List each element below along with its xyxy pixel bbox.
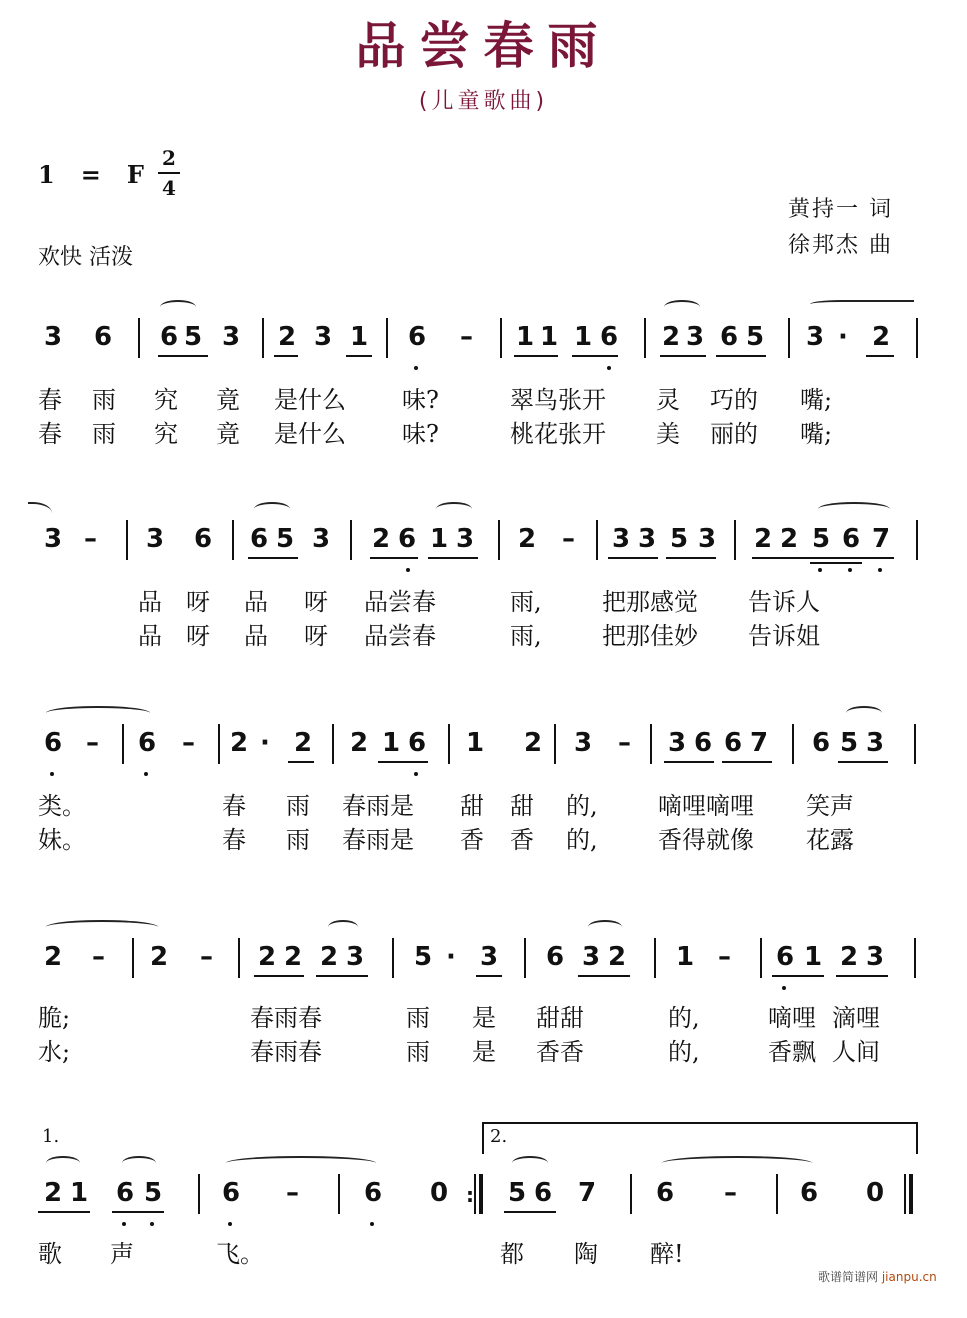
lyric: 品 <box>138 588 162 616</box>
lyric: 的, <box>668 1038 700 1066</box>
lyric: 丽的 <box>710 420 758 448</box>
barline <box>630 1174 632 1214</box>
lyric: 陶 <box>574 1240 598 1268</box>
tempo-marking: 欢快 活泼 <box>38 245 133 270</box>
lyric: 把那佳妙 <box>602 622 698 650</box>
note: 6 <box>160 322 179 352</box>
lyric: 竟 <box>216 386 240 414</box>
note: 3 <box>574 728 593 758</box>
song-subtitle: (儿童歌曲) <box>418 89 549 114</box>
underline-beam <box>370 557 418 559</box>
lyric: 美 <box>656 420 680 448</box>
note: 6 <box>656 1178 675 1208</box>
barline <box>914 938 916 978</box>
underline-beam-double <box>810 562 862 564</box>
note: 6 <box>222 1178 241 1208</box>
lyric: 甜 <box>510 792 534 820</box>
tie <box>226 1156 376 1170</box>
note: 2 <box>608 942 627 972</box>
lyric: 雨 <box>92 420 116 448</box>
note: 3 <box>44 524 63 554</box>
barline <box>792 724 794 764</box>
lyric: 春雨是 <box>342 792 414 820</box>
note: 7 <box>578 1178 597 1208</box>
underline-beam <box>504 1211 556 1213</box>
underline-beam <box>514 355 558 357</box>
note: 1 <box>350 322 369 352</box>
note: 2 <box>294 728 313 758</box>
note: 6 <box>408 728 427 758</box>
repeat-barline-thick <box>479 1174 483 1214</box>
note: 6 <box>364 1178 383 1208</box>
note: 2 <box>872 322 891 352</box>
note: 3 <box>866 728 885 758</box>
low-octave-dot <box>782 986 786 990</box>
dot-extension: · <box>446 942 456 972</box>
note: 3 <box>612 524 631 554</box>
slur <box>588 920 622 934</box>
barline <box>734 520 736 560</box>
watermark-site-name: 歌谱简谱网 <box>818 1270 879 1284</box>
time-divider <box>158 172 180 174</box>
lyric: 花露 <box>806 826 854 854</box>
low-octave-dot <box>150 1222 154 1226</box>
note: 3 <box>146 524 165 554</box>
note: 3 <box>686 322 705 352</box>
note: 1 <box>574 322 593 352</box>
key-equals: = <box>80 160 101 189</box>
lyric: 春雨春 <box>250 1004 322 1032</box>
note: 6 <box>694 728 713 758</box>
lyric: 春雨春 <box>250 1038 322 1066</box>
lyric: 都 <box>500 1240 524 1268</box>
lyric: 雨 <box>286 826 310 854</box>
rest: 0 <box>430 1178 449 1208</box>
barline <box>338 1174 340 1214</box>
underline-beam <box>660 355 706 357</box>
note: 2 <box>780 524 799 554</box>
barline <box>132 938 134 978</box>
note: 2 <box>230 728 249 758</box>
underline-beam <box>158 355 208 357</box>
barline <box>914 724 916 764</box>
underline-beam <box>716 355 766 357</box>
final-barline-thick <box>909 1174 913 1214</box>
barline <box>122 724 124 764</box>
lyric: 品尝春 <box>364 622 436 650</box>
underline-beam <box>752 557 894 559</box>
note: 2 <box>372 524 391 554</box>
note: 6 <box>776 942 795 972</box>
barline <box>644 318 646 358</box>
lyric: 脆; <box>38 1004 71 1032</box>
lyric: 究 <box>154 420 178 448</box>
note: 2 <box>284 942 303 972</box>
slur <box>512 1156 548 1170</box>
first-ending-label: 1. <box>42 1126 60 1147</box>
note: 2 <box>518 524 537 554</box>
underline-beam <box>772 975 824 977</box>
underline-beam <box>838 761 888 763</box>
dash: – <box>460 322 473 352</box>
lyric: 呀 <box>304 622 328 650</box>
lyric: 雨, <box>510 622 542 650</box>
note: 5 <box>508 1178 527 1208</box>
note: 6 <box>116 1178 135 1208</box>
note: 3 <box>480 942 499 972</box>
slur <box>328 920 358 934</box>
tie <box>662 1156 812 1170</box>
note: 6 <box>408 322 427 352</box>
note: 2 <box>150 942 169 972</box>
barline <box>332 724 334 764</box>
lyric: 香飘 <box>768 1038 816 1066</box>
note: 2 <box>320 942 339 972</box>
barline <box>386 318 388 358</box>
note: 6 <box>534 1178 553 1208</box>
dash: – <box>84 524 97 554</box>
low-octave-dot <box>144 772 148 776</box>
underline-beam <box>428 557 478 559</box>
barline <box>916 520 918 560</box>
lyric: 告诉姐 <box>748 622 820 650</box>
lyric: 妹。 <box>38 826 86 854</box>
note: 3 <box>314 322 333 352</box>
lyric: 翠鸟张开 <box>510 386 606 414</box>
lyric: 人间 <box>832 1038 880 1066</box>
lyric: 甜 <box>460 792 484 820</box>
note: 6 <box>724 728 743 758</box>
note: 2 <box>524 728 543 758</box>
lyric: 香得就像 <box>658 826 754 854</box>
underline-beam <box>836 975 888 977</box>
note: 1 <box>804 942 823 972</box>
underline-beam <box>664 761 714 763</box>
note: 5 <box>184 322 203 352</box>
note: 2 <box>258 942 277 972</box>
lyric: 告诉人 <box>748 588 820 616</box>
lyric: 春 <box>222 826 246 854</box>
barline <box>262 318 264 358</box>
lyric: 声 <box>110 1240 134 1268</box>
slur <box>160 300 196 314</box>
note: 3 <box>806 322 825 352</box>
underline-beam <box>572 355 618 357</box>
lyric: 把那感觉 <box>602 588 698 616</box>
barline <box>448 724 450 764</box>
note: 6 <box>842 524 861 554</box>
lyric: 是什么 <box>274 420 346 448</box>
tie <box>810 300 914 314</box>
lyric: 呀 <box>186 588 210 616</box>
note: 2 <box>44 1178 63 1208</box>
dot-extension: · <box>260 728 270 758</box>
lyric: 品 <box>244 622 268 650</box>
slur <box>254 502 290 516</box>
lyric: 雨 <box>92 386 116 414</box>
lyric: 桃花张开 <box>510 420 606 448</box>
note: 3 <box>866 942 885 972</box>
second-ending-label: 2. <box>490 1126 508 1147</box>
lyric: 春 <box>38 386 62 414</box>
dash: – <box>718 942 731 972</box>
note: 5 <box>414 942 433 972</box>
underline-beam <box>248 557 298 559</box>
lyric: 笑声 <box>806 792 854 820</box>
final-barline-thin <box>904 1174 906 1214</box>
low-octave-dot <box>818 568 822 572</box>
lyric: 呀 <box>304 588 328 616</box>
slur <box>46 1156 80 1170</box>
barline <box>654 938 656 978</box>
note: 3 <box>698 524 717 554</box>
barline <box>788 318 790 358</box>
lyric: 雨 <box>406 1038 430 1066</box>
lyric: 竟 <box>216 420 240 448</box>
dash: – <box>562 524 575 554</box>
underline-beam <box>866 355 894 357</box>
lyric: 香香 <box>536 1038 584 1066</box>
note: 6 <box>546 942 565 972</box>
dash: – <box>200 942 213 972</box>
lyric: 的, <box>566 826 598 854</box>
low-octave-dot <box>228 1222 232 1226</box>
note: 1 <box>430 524 449 554</box>
underline-beam <box>346 355 372 357</box>
slur <box>846 706 882 720</box>
time-signature <box>158 148 180 198</box>
note: 6 <box>812 728 831 758</box>
lyric: 巧的 <box>710 386 758 414</box>
note: 2 <box>840 942 859 972</box>
dash: – <box>286 1178 299 1208</box>
barline <box>760 938 762 978</box>
low-octave-dot <box>607 366 611 370</box>
lyric: 灵 <box>656 386 680 414</box>
time-top: 2 <box>162 146 176 170</box>
underline-beam <box>274 355 298 357</box>
note: 5 <box>276 524 295 554</box>
lyric: 水; <box>38 1038 71 1066</box>
barline <box>650 724 652 764</box>
lyric: 醉! <box>650 1240 684 1268</box>
dash: – <box>182 728 195 758</box>
dash: – <box>86 728 99 758</box>
note: 1 <box>540 322 559 352</box>
low-octave-dot <box>406 568 410 572</box>
low-octave-dot <box>414 366 418 370</box>
lyric: 雨, <box>510 588 542 616</box>
lyric: 春 <box>222 792 246 820</box>
note: 3 <box>346 942 365 972</box>
lyric: 是 <box>472 1004 496 1032</box>
lyric: 品 <box>138 622 162 650</box>
lyric: 味? <box>402 420 439 448</box>
lyric: 嘀哩嘀哩 <box>658 792 754 820</box>
slur <box>818 502 890 516</box>
note: 3 <box>582 942 601 972</box>
barline <box>350 520 352 560</box>
repeat-dots: : <box>466 1183 474 1207</box>
dash: – <box>92 942 105 972</box>
barline <box>138 318 140 358</box>
lyric: 类。 <box>38 792 86 820</box>
note: 3 <box>638 524 657 554</box>
note: 3 <box>44 322 63 352</box>
note: 1 <box>70 1178 89 1208</box>
note: 6 <box>600 322 619 352</box>
note: 3 <box>668 728 687 758</box>
lyric: 香 <box>510 826 534 854</box>
barline <box>524 938 526 978</box>
note: 6 <box>398 524 417 554</box>
note: 5 <box>840 728 859 758</box>
lyric: 嘴; <box>800 386 833 414</box>
slur <box>122 1156 156 1170</box>
note: 6 <box>250 524 269 554</box>
rest: 0 <box>866 1178 885 1208</box>
dot-extension: · <box>838 322 848 352</box>
note: 5 <box>670 524 689 554</box>
note: 7 <box>872 524 891 554</box>
lyricist-credit: 黄持一 词 <box>788 197 893 222</box>
underline-beam <box>288 761 314 763</box>
score-row-4 <box>0 942 967 1082</box>
key-signature <box>38 160 170 189</box>
note: 7 <box>750 728 769 758</box>
note: 5 <box>746 322 765 352</box>
dash: – <box>724 1178 737 1208</box>
lyric: 春 <box>38 420 62 448</box>
underline-beam <box>578 975 630 977</box>
note: 5 <box>144 1178 163 1208</box>
score-row-3 <box>0 728 967 868</box>
low-octave-dot <box>414 772 418 776</box>
tie <box>28 502 52 516</box>
lyric: 品尝春 <box>364 588 436 616</box>
key-letter: F <box>126 160 144 189</box>
lyric: 春雨是 <box>342 826 414 854</box>
underline-beam <box>666 557 716 559</box>
lyric: 是 <box>472 1038 496 1066</box>
note: 2 <box>44 942 63 972</box>
barline <box>232 520 234 560</box>
barline <box>126 520 128 560</box>
lyric: 歌 <box>38 1240 62 1268</box>
note: 1 <box>382 728 401 758</box>
lyric: 味? <box>402 386 439 414</box>
lyric: 雨 <box>406 1004 430 1032</box>
note: 2 <box>350 728 369 758</box>
barline <box>596 520 598 560</box>
underline-beam <box>722 761 772 763</box>
slur <box>664 300 700 314</box>
barline <box>916 318 918 358</box>
score-row-1 <box>0 322 967 462</box>
note: 1 <box>466 728 485 758</box>
watermark-url: jianpu.cn <box>881 1270 937 1284</box>
note: 5 <box>812 524 831 554</box>
underline-beam <box>608 557 658 559</box>
low-octave-dot <box>370 1222 374 1226</box>
underline-beam <box>378 761 428 763</box>
note: 3 <box>456 524 475 554</box>
dash: – <box>618 728 631 758</box>
lyric: 的, <box>668 1004 700 1032</box>
watermark <box>818 1268 937 1285</box>
underline-beam <box>254 975 304 977</box>
note: 6 <box>800 1178 819 1208</box>
lyric: 甜甜 <box>536 1004 584 1032</box>
note: 3 <box>312 524 331 554</box>
underline-beam <box>316 975 368 977</box>
lyric: 是什么 <box>274 386 346 414</box>
underline-beam <box>112 1211 164 1213</box>
barline <box>554 724 556 764</box>
second-ending-bracket <box>482 1122 918 1154</box>
barline <box>498 520 500 560</box>
lyric: 雨 <box>286 792 310 820</box>
barline <box>500 318 502 358</box>
barline <box>198 1174 200 1214</box>
note: 2 <box>754 524 773 554</box>
barline <box>218 724 220 764</box>
lyric: 滴哩 <box>832 1004 880 1032</box>
note: 3 <box>222 322 241 352</box>
note: 1 <box>676 942 695 972</box>
low-octave-dot <box>122 1222 126 1226</box>
song-title: 品尝春雨 <box>355 17 612 75</box>
note: 6 <box>138 728 157 758</box>
key-do: 1 <box>38 160 55 189</box>
lyric: 品 <box>244 588 268 616</box>
lyric: 飞。 <box>216 1240 264 1268</box>
repeat-barline-thin <box>474 1174 476 1214</box>
barline <box>776 1174 778 1214</box>
score-row-2 <box>0 524 967 664</box>
lyric: 嘀哩 <box>768 1004 816 1032</box>
low-octave-dot <box>848 568 852 572</box>
note: 6 <box>94 322 113 352</box>
lyric: 的, <box>566 792 598 820</box>
note: 6 <box>720 322 739 352</box>
note: 6 <box>44 728 63 758</box>
lyric: 嘴; <box>800 420 833 448</box>
barline <box>392 938 394 978</box>
time-bottom: 4 <box>162 176 176 200</box>
lyric: 究 <box>154 386 178 414</box>
lyric: 香 <box>460 826 484 854</box>
note: 1 <box>516 322 535 352</box>
tie <box>46 706 150 720</box>
lyric: 呀 <box>186 622 210 650</box>
underline-beam <box>38 1211 90 1213</box>
note: 2 <box>278 322 297 352</box>
slur <box>436 502 472 516</box>
composer-credit: 徐邦杰 曲 <box>788 233 893 258</box>
barline <box>238 938 240 978</box>
low-octave-dot <box>50 772 54 776</box>
note: 2 <box>662 322 681 352</box>
underline-beam <box>476 975 502 977</box>
score-row-5 <box>0 1126 967 1318</box>
low-octave-dot <box>878 568 882 572</box>
tie <box>46 920 158 934</box>
note: 6 <box>194 524 213 554</box>
